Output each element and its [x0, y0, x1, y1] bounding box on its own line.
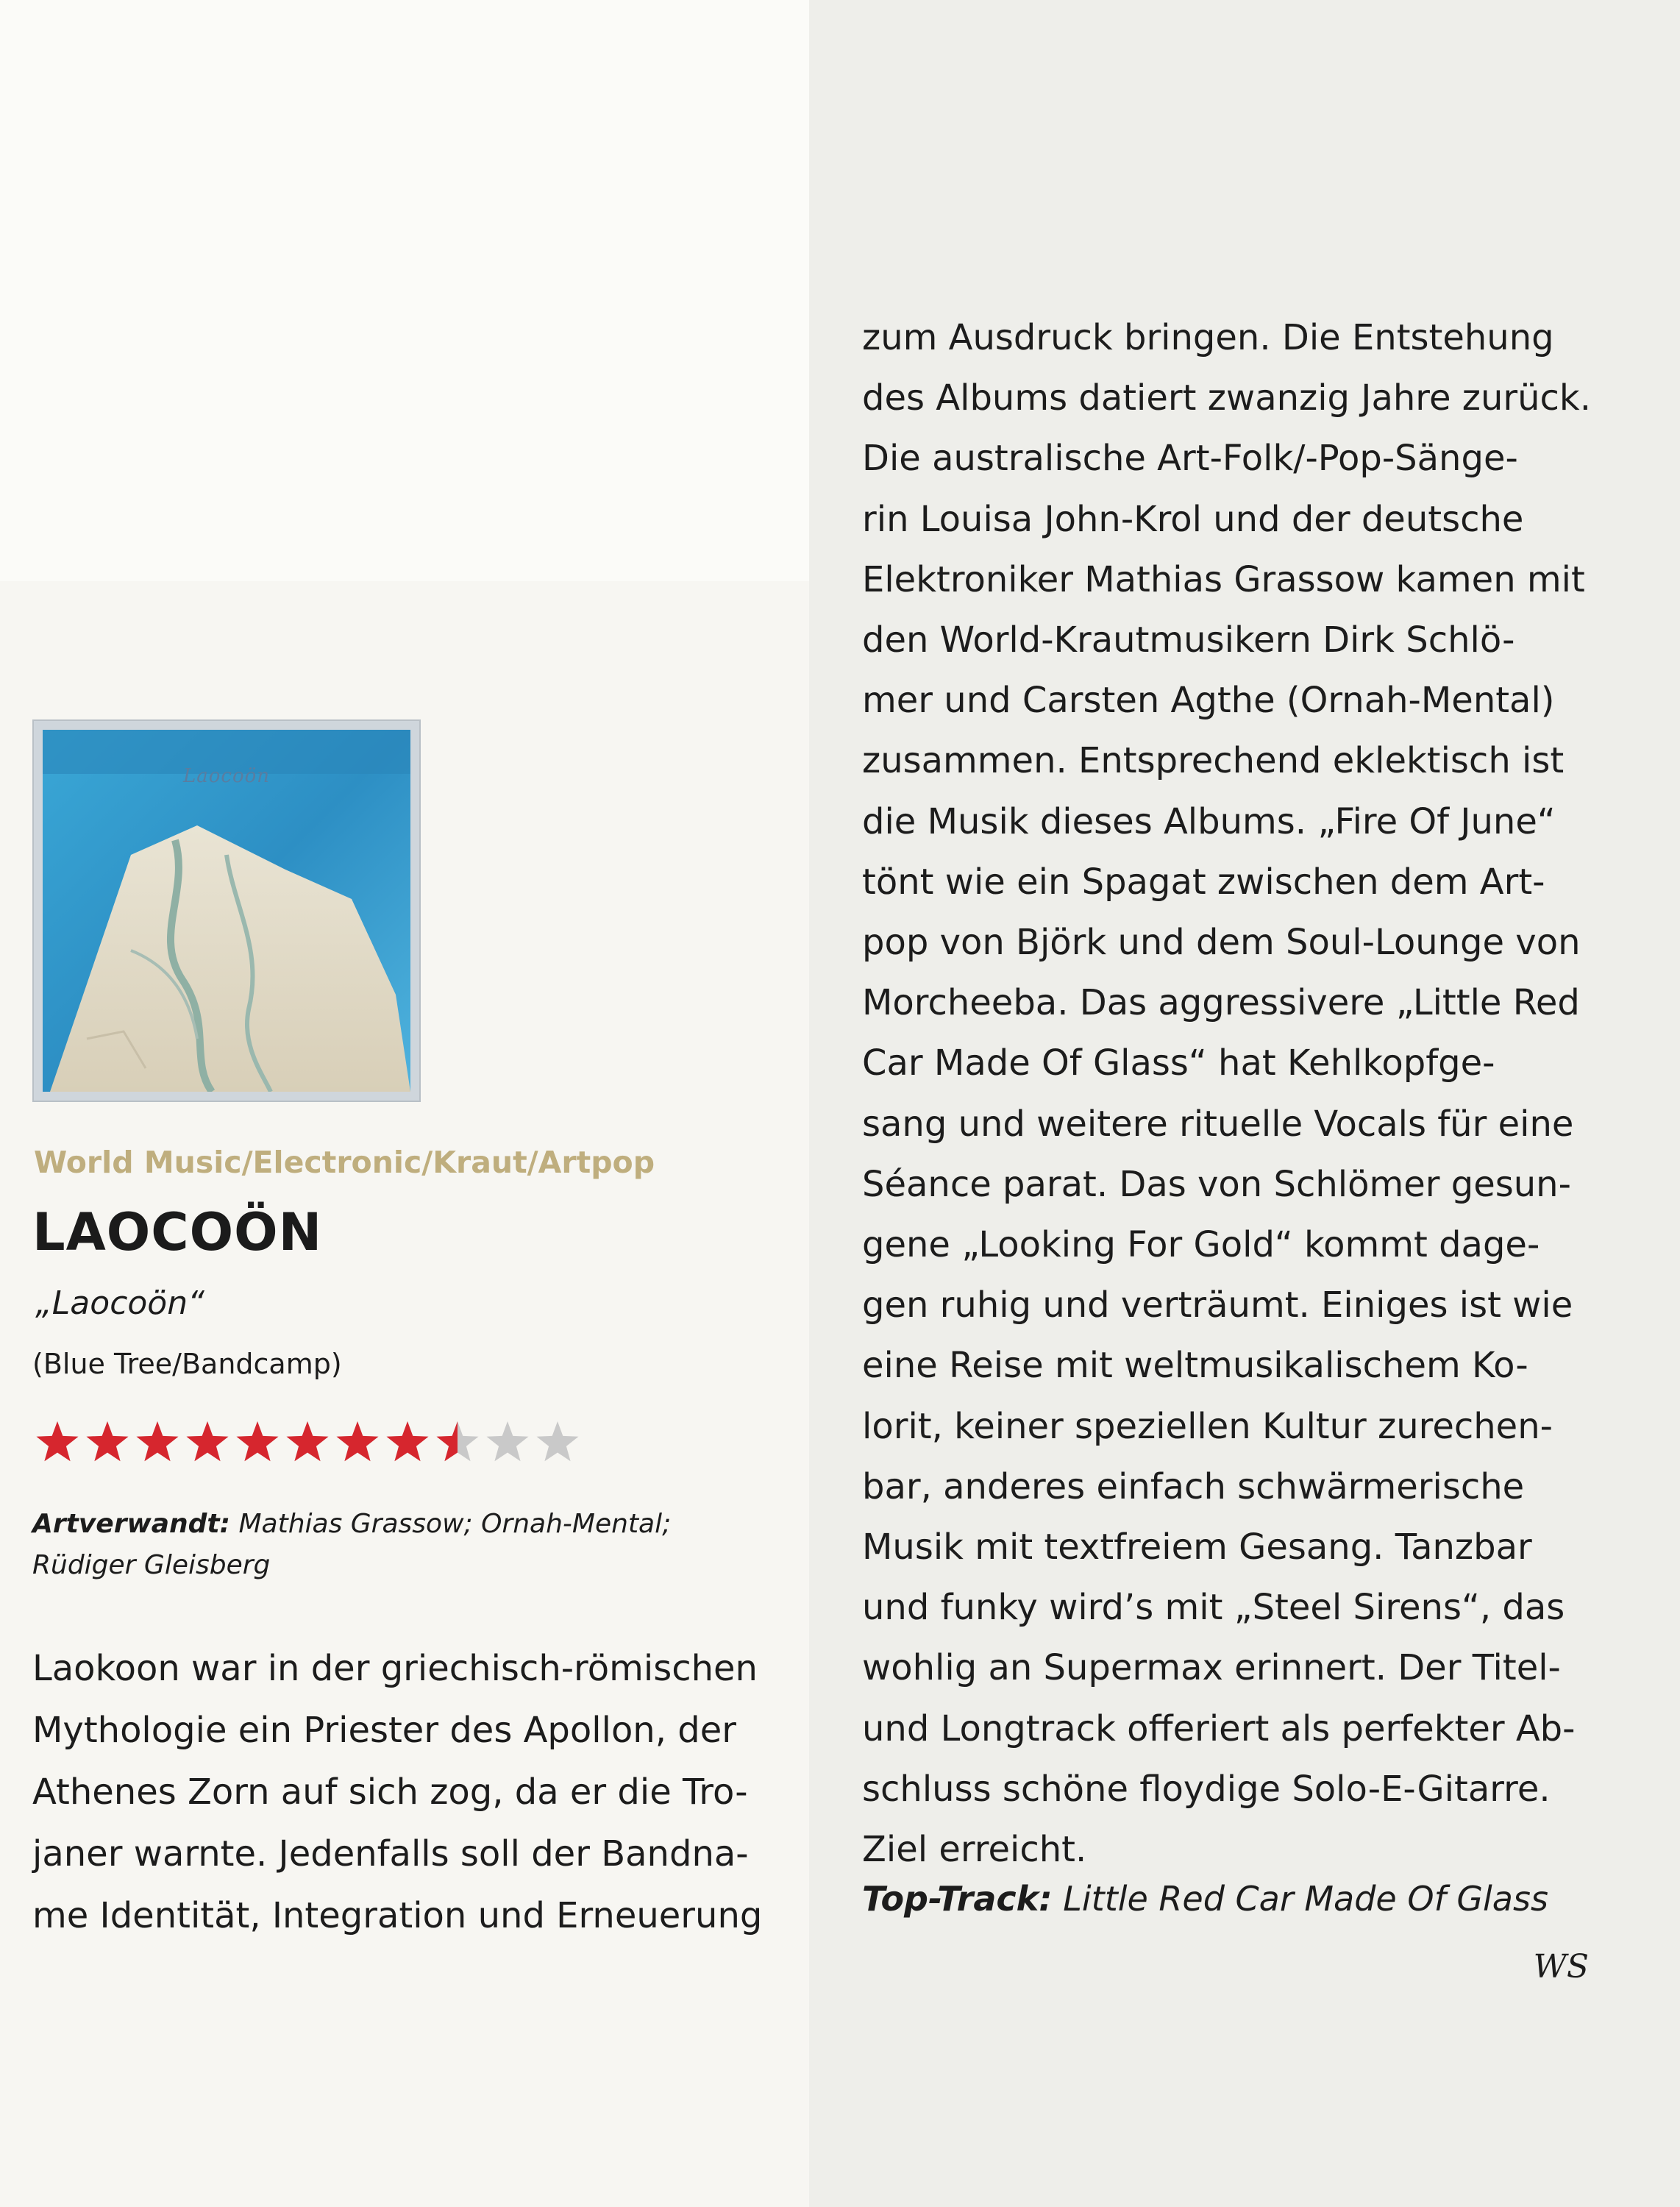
- body-line: und Longtrack offeriert als perfekter Ab-: [862, 1707, 1576, 1749]
- body-line: Morcheeba. Das aggressivere „Little Red: [862, 982, 1580, 1024]
- star-empty: [487, 1421, 529, 1461]
- body-line: sang und weitere rituelle Vocals für eine: [862, 1103, 1574, 1145]
- related-artists-line-2: Rüdiger Gleisberg: [32, 1550, 271, 1580]
- star-rating: [32, 1414, 591, 1470]
- body-line: me Identität, Integration und Erneuerung: [32, 1895, 763, 1936]
- star-filled: [37, 1421, 79, 1461]
- body-line: tönt wie ein Spagat zwischen dem Art-: [862, 861, 1545, 903]
- body-line: die Musik dieses Albums. „Fire Of June“: [862, 800, 1556, 842]
- artist-name: LAOCOÖN: [32, 1202, 323, 1262]
- album-cover: [32, 719, 421, 1102]
- body-line: Ziel erreicht.: [862, 1829, 1087, 1871]
- body-line: zusammen. Entsprechend eklektisch ist: [862, 740, 1565, 782]
- body-line: Die australische Art-Folk/-Pop-Sänge-: [862, 438, 1518, 480]
- body-line: Musik mit textfreiem Gesang. Tanzbar: [862, 1527, 1532, 1568]
- star-filled: [187, 1421, 229, 1461]
- body-line: rin Louisa John-Krol und der deutsche: [862, 498, 1524, 540]
- top-track-title: Little Red Car Made Of Glass: [1063, 1879, 1548, 1919]
- related-label: Artverwandt:: [32, 1509, 231, 1539]
- body-line: janer warnte. Jedenfalls soll der Bandna-: [32, 1833, 749, 1874]
- body-line: Car Made Of Glass“ hat Kehlkopfge-: [862, 1042, 1495, 1084]
- body-line: des Albums datiert zwanzig Jahre zurück.: [862, 377, 1591, 419]
- body-line: Mythologie ein Priester des Apollon, der: [32, 1710, 736, 1751]
- star-filled: [387, 1421, 429, 1461]
- star-empty: [537, 1421, 579, 1461]
- body-line: und funky wird’s mit „Steel Sirens“, das: [862, 1587, 1565, 1629]
- review-body-right: [862, 308, 1627, 1880]
- body-line: wohlig an Supermax erinnert. Der Titel-: [862, 1647, 1561, 1689]
- star-filled: [137, 1421, 179, 1461]
- star-rating-graphic: [32, 1414, 591, 1470]
- body-line: lorit, keiner speziellen Kultur zurechen-: [862, 1405, 1553, 1447]
- body-line: Elektroniker Mathias Grassow kamen mit: [862, 558, 1585, 600]
- body-line: schluss schöne floydige Solo-E-Gitarre.: [862, 1768, 1551, 1810]
- review-body-left: [32, 1638, 783, 1947]
- body-line: Athenes Zorn auf sich zog, da er die Tro-: [32, 1771, 748, 1813]
- body-line: den World-Krautmusikern Dirk Schlö-: [862, 619, 1515, 661]
- album-title: „Laocoön“: [35, 1284, 204, 1322]
- genre-label: World Music/Electronic/Kraut/Artpop: [34, 1145, 655, 1180]
- body-line: Laokoon war in der griechisch-römischen: [32, 1648, 758, 1689]
- page-background-left: [0, 0, 809, 581]
- top-track-label: Top-Track:: [862, 1879, 1053, 1919]
- body-line: gene „Looking For Gold“ kommt dage-: [862, 1224, 1540, 1266]
- related-artists: [32, 1504, 768, 1586]
- record-label: (Blue Tree/Bandcamp): [32, 1348, 342, 1380]
- body-line: gen ruhig und verträumt. Einiges ist wie: [862, 1284, 1573, 1326]
- body-line: Séance parat. Das von Schlömer gesun-: [862, 1163, 1571, 1205]
- star-filled: [237, 1421, 279, 1461]
- body-line: mer und Carsten Agthe (Ornah-Mental): [862, 680, 1555, 722]
- body-line: pop von Björk und dem Soul-Lounge von: [862, 922, 1581, 964]
- album-cover-title: Laocoön: [182, 765, 271, 787]
- author-initials: WS: [1533, 1948, 1589, 1986]
- star-filled: [87, 1421, 129, 1461]
- body-line: bar, anderes einfach schwärmerische: [862, 1465, 1525, 1507]
- top-track: [862, 1879, 1627, 1919]
- body-line: zum Ausdruck bringen. Die Entstehung: [862, 317, 1554, 358]
- body-line: eine Reise mit weltmusikalischem Ko-: [862, 1345, 1528, 1387]
- star-filled: [287, 1421, 329, 1461]
- related-artists-line-1: Mathias Grassow; Ornah-Mental;: [238, 1509, 672, 1539]
- star-filled: [337, 1421, 379, 1461]
